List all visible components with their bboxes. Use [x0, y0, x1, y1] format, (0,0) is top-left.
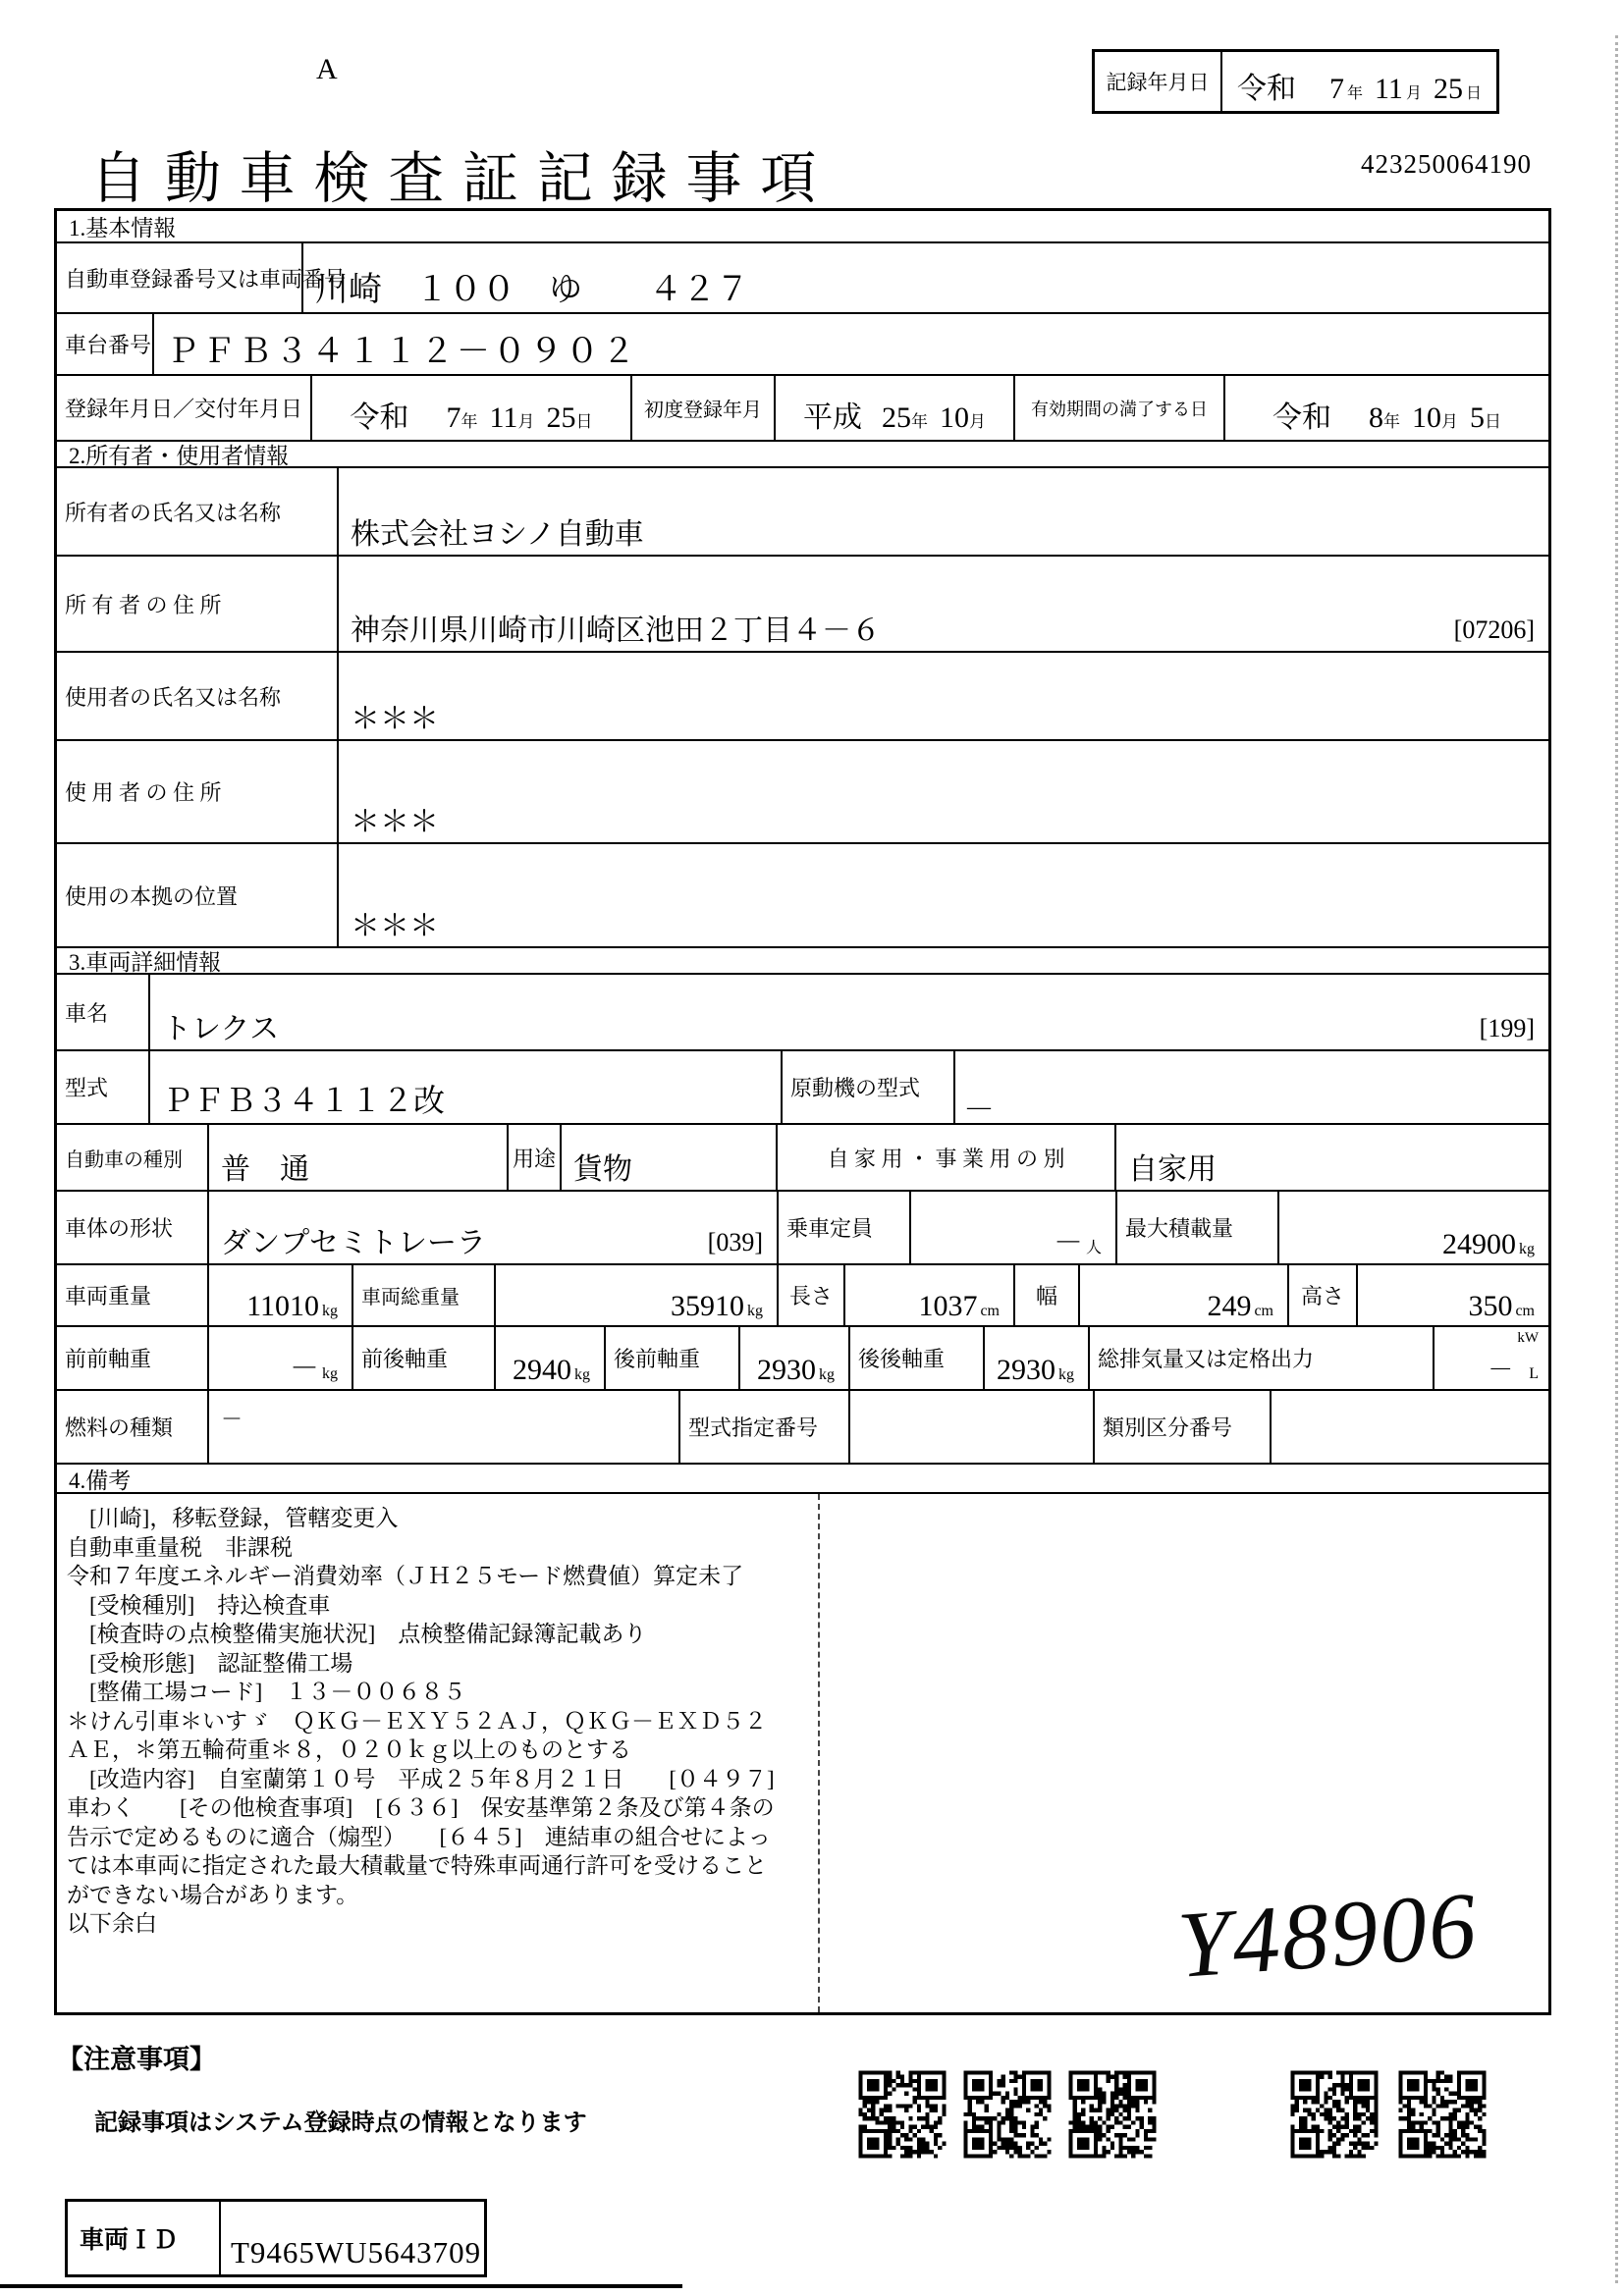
capacity-label: 乗車定員	[786, 1216, 874, 1241]
fuel-row	[57, 1391, 1548, 1465]
vehicle-name-code: [199]	[1479, 1014, 1535, 1042]
remarks-line: ＊けん引車＊いすゞ ＱＫＧ－ＥＸＹ５２ＡＪ，ＱＫＧ－ＥＸＤ５２	[67, 1708, 767, 1734]
user-name-row	[57, 653, 1548, 741]
record-date-era: 令和	[1237, 73, 1297, 105]
handwritten-note	[1170, 1876, 1494, 2008]
document-number: 423250064190	[1361, 149, 1532, 179]
body-shape-value: ダンプセミトレーラ	[221, 1227, 486, 1259]
fuel-type-label: 燃料の種類	[65, 1415, 174, 1440]
weights-dimensions-row	[57, 1265, 1548, 1327]
registration-number-row	[57, 243, 1548, 314]
base-location-value: ＊＊＊	[351, 910, 439, 942]
vehicle-name-label: 車名	[65, 1000, 109, 1026]
chassis-number-value: ＰＦＢ３４１１２－０９０２	[166, 334, 638, 370]
qr-code	[959, 2066, 1056, 2163]
remarks-divider	[818, 1494, 820, 2012]
vehicle-name-row	[57, 975, 1548, 1051]
front-rear-axle-value: 2940 kg	[513, 1354, 590, 1386]
owner-address-value: 神奈川県川崎市川崎区池田２丁目４－６	[351, 614, 881, 647]
expiry-date-label: 有効期間の満了する日	[1031, 399, 1208, 419]
fuel-type-value: －	[221, 1407, 244, 1431]
qr-code	[1064, 2066, 1161, 2163]
rear-rear-axle-label: 後後軸重	[858, 1347, 946, 1371]
first-registration-label: 初度登録年月	[644, 400, 762, 421]
scan-edge-artifact	[1615, 35, 1618, 2283]
type-certification-label: 型式指定番号	[688, 1415, 819, 1440]
private-business-label: 自 家 用 ・ 事 業 用 の 別	[827, 1146, 1065, 1171]
remarks-text-block	[57, 1494, 808, 2012]
main-table	[54, 208, 1551, 2015]
remarks-line: ができない場合があります。	[67, 1882, 359, 1907]
remarks-line: ＡＥ，＊第五輪荷重＊８，０２０ｋｇ以上のものとする	[67, 1737, 631, 1762]
registration-number-value: 川崎 １００ ゆ ４２７	[315, 272, 749, 308]
max-load-value: 24900 kg	[1442, 1228, 1535, 1260]
category-number-label: 類別区分番号	[1103, 1415, 1233, 1440]
base-location-row	[57, 844, 1548, 948]
expiry-date-value: 令和 8年 10月 5日	[1272, 401, 1501, 434]
chassis-number-row	[57, 314, 1548, 376]
section-4-header: 4.備考	[57, 1465, 1548, 1494]
user-name-label: 使用者の氏名又は名称	[65, 684, 282, 710]
owner-address-label: 所 有 者 の 住 所	[65, 592, 222, 617]
section-3-header: 3.車両詳細情報	[57, 948, 1548, 975]
axle-weights-row	[57, 1327, 1548, 1391]
vehicle-kind-label: 自動車の種別	[65, 1148, 183, 1171]
record-date-value: 令和 7 年 11 月 25 日	[1222, 52, 1496, 111]
use-value: 貨物	[573, 1153, 632, 1186]
vehicle-weight-value: 11010 kg	[246, 1290, 338, 1322]
qr-code	[1394, 2066, 1490, 2163]
private-business-value: 自家用	[1128, 1153, 1217, 1186]
gross-weight-label: 車両総重量	[361, 1287, 460, 1308]
engine-model-value: —	[967, 1095, 991, 1120]
qr-code	[1286, 2066, 1382, 2163]
remarks-line: ては本車両に指定された最大積載量で特殊車両通行許可を受けること	[67, 1853, 767, 1878]
handwritten-text: Y48906	[1174, 1876, 1482, 1998]
remarks-line: 車わく [その他検査事項] [６３６] 保安基準第２条及び第４条の	[67, 1795, 775, 1820]
engine-model-label: 原動機の型式	[790, 1076, 921, 1100]
model-label: 型式	[65, 1076, 109, 1100]
remarks-line: [受検種別] 持込検査車	[67, 1592, 331, 1618]
record-date-label: 記録年月日	[1095, 52, 1222, 111]
owner-address-row	[57, 557, 1548, 653]
remarks-line: [整備工場コード] １３－００６８５	[67, 1680, 466, 1704]
scan-bottom-artifact	[0, 2284, 682, 2288]
rear-front-axle-value: 2930 kg	[757, 1354, 835, 1386]
qr-code	[854, 2066, 950, 2163]
user-address-row	[57, 741, 1548, 844]
base-location-label: 使用の本拠の位置	[65, 883, 239, 909]
gross-weight-value: 35910 kg	[671, 1290, 763, 1322]
owner-address-code: [07206]	[1453, 615, 1535, 644]
rear-rear-axle-value: 2930 kg	[997, 1354, 1074, 1386]
owner-name-label: 所有者の氏名又は名称	[65, 500, 282, 525]
user-name-value: ＊＊＊	[351, 703, 439, 735]
vehicle-name-value: トレクス	[162, 1013, 280, 1045]
remarks-line: 自動車重量税 非課税	[67, 1534, 293, 1560]
front-front-axle-value: － kg	[290, 1353, 338, 1385]
registration-number-label: 自動車登録番号又は車両番号	[65, 266, 347, 292]
owner-name-row	[57, 468, 1548, 557]
remarks-line: [川崎]，移転登録，管轄変更入	[67, 1506, 399, 1530]
vehicle-weight-label: 車両重量	[65, 1284, 152, 1308]
vehicle-id-label: 車両ＩＤ	[68, 2202, 221, 2274]
vehicle-id-value: T9465WU5643709	[231, 2235, 482, 2269]
user-address-value: ＊＊＊	[351, 806, 439, 838]
vehicle-id-box	[65, 2199, 487, 2277]
body-shape-row	[57, 1192, 1548, 1265]
chassis-number-label: 車台番号	[65, 333, 152, 357]
width-label: 幅	[1035, 1284, 1057, 1308]
length-label: 長さ	[788, 1284, 833, 1308]
displacement-label: 総排気量又は定格出力	[1098, 1347, 1315, 1371]
model-row	[57, 1051, 1548, 1125]
remarks-section	[57, 1494, 1548, 2012]
corner-mark: A	[316, 53, 338, 85]
model-value: ＰＦＢ３４１１２改	[162, 1083, 446, 1118]
remarks-line: [検査時の点検整備実施状況] 点検整備記録簿記載あり	[67, 1622, 647, 1646]
remarks-line: [受検形態] 認証整備工場	[67, 1650, 353, 1676]
rear-front-axle-label: 後前軸重	[614, 1347, 701, 1371]
record-date-box	[1092, 49, 1499, 114]
body-shape-label: 車体の形状	[65, 1216, 174, 1241]
owner-name-value: 株式会社ヨシノ自動車	[351, 518, 644, 551]
remarks-line: 告示で定めるものに適合（煽型） [６４５] 連結車の組合せによっ	[67, 1824, 771, 1849]
dates-row	[57, 376, 1548, 442]
body-shape-code: [039]	[707, 1228, 763, 1256]
section-1-header: 1.基本情報	[57, 211, 1548, 243]
displacement-value: kW － L	[1488, 1330, 1539, 1384]
height-label: 高さ	[1300, 1284, 1344, 1308]
max-load-label: 最大積載量	[1125, 1216, 1234, 1241]
kind-use-row	[57, 1125, 1548, 1192]
front-rear-axle-label: 前後軸重	[361, 1347, 449, 1371]
section-2-header: 2.所有者・使用者情報	[57, 442, 1548, 468]
capacity-value: － 人	[1053, 1227, 1102, 1259]
remarks-line: 令和７年度エネルギー消費効率（ＪＨ２５モード燃費値）算定未了	[67, 1564, 744, 1588]
user-address-label: 使 用 者 の 住 所	[65, 780, 222, 805]
height-value: 350 cm	[1468, 1290, 1535, 1322]
use-label: 用途	[512, 1146, 556, 1171]
remarks-line: [改造内容] 自室蘭第１０号 平成２５年８月２１日 [０４９７]	[67, 1766, 775, 1791]
notice-text: 記録事項はシステム登録時点の情報となります	[94, 2109, 587, 2136]
vehicle-kind-value: 普 通	[221, 1153, 309, 1186]
length-value: 1037 cm	[918, 1290, 1000, 1322]
page-title: 自動車検査証記録事項	[90, 148, 836, 210]
front-front-axle-label: 前前軸重	[65, 1347, 152, 1371]
first-registration-value: 平成 25年 10月	[803, 401, 986, 434]
notice-title: 【注意事項】	[57, 2045, 216, 2074]
registration-date-label: 登録年月日／交付年月日	[65, 397, 303, 421]
remarks-line: 以下余白	[67, 1911, 157, 1936]
width-value: 249 cm	[1207, 1290, 1273, 1322]
registration-date-value: 令和 7年 11月 25日	[350, 401, 593, 434]
